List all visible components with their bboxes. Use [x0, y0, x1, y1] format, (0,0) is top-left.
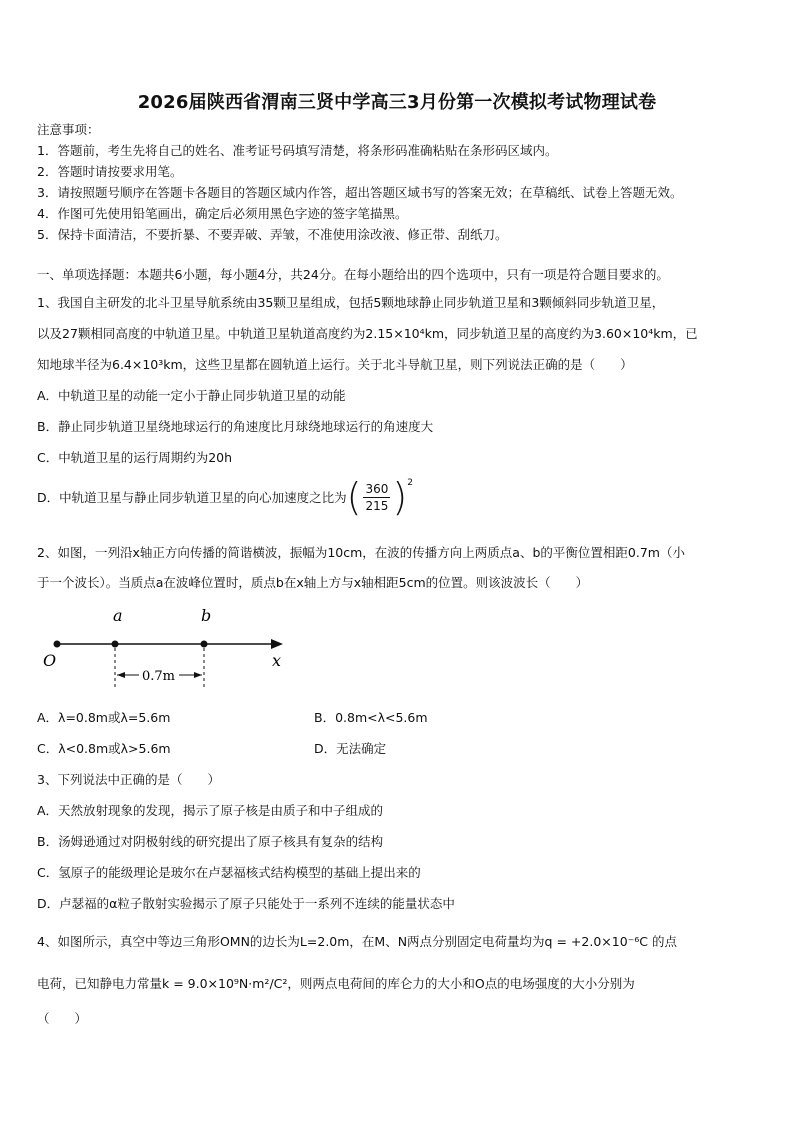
q1-stem-line1: 1、我国自主研发的北斗卫星导航系统由35颗卫星组成，包括5颗地球静止同步轨道卫星和3颗倾斜同步轨道卫星，	[37, 295, 665, 310]
q3-option-b: B．汤姆逊通过对阴极射线的研究提出了原子核具有复杂的结构	[37, 834, 384, 849]
q1-option-c: C．中轨道卫星的运行周期约为20h	[37, 450, 233, 465]
q2-option-c: C．λ<0.8m或λ>5.6m	[37, 741, 171, 756]
section-heading: 一、单项选择题：本题共6小题，每小题4分，共24分。在每小题给出的四个选项中，只有一项是符合题目要求的。	[37, 267, 669, 282]
notice-heading: 注意事项：	[37, 122, 100, 137]
q4-stem-line1: 4、如图所示，真空中等边三角形OMN的边长为L=2.0m，在M、N两点分别固定电荷量均为q = +2.0×10⁻⁶C 的点	[37, 934, 677, 949]
notice-item: 3．请按照题号顺序在答题卡各题目的答题区域内作答，超出答题区域书写的答案无效；在草稿纸、试卷上答题无效。	[37, 185, 683, 200]
open-paren: (	[346, 475, 362, 519]
dimension-label: 0.7m	[142, 669, 176, 684]
q1-option-d	[37, 475, 413, 519]
q1-stem-line2: 以及27颗相同高度的中轨道卫星。中轨道卫星轨道高度约为2.15×10⁴km，同步轨道卫星的高度约为3.60×10⁴km，已	[37, 326, 698, 341]
q3-option-a: A．天然放射现象的发现，揭示了原子核是由质子和中子组成的	[37, 803, 384, 818]
close-paren: )	[392, 475, 408, 519]
q3-option-d: D．卢瑟福的α粒子散射实验揭示了原子只能处于一系列不连续的能量状态中	[37, 896, 455, 911]
fraction	[363, 481, 390, 514]
q2-stem-line1: 2、如图，一列沿x轴正方向传播的简谐横波，振幅为10cm，在波的传播方向上两质点a、b的平衡位置相距0.7m（小	[37, 545, 685, 560]
q1-option-d-text: D．中轨道卫星与静止同步轨道卫星的向心加速度之比为	[37, 490, 347, 505]
page-title: 2026届陕西省渭南三贤中学高三3月份第一次模拟考试物理试卷	[137, 92, 657, 113]
notice-item: 1．答题前，考生先将自己的姓名、准考证号码填写清楚，将条形码准确粘贴在条形码区域内。	[37, 143, 558, 158]
fraction-denominator: 215	[365, 498, 389, 513]
q1-stem-line3: 知地球半径为6.4×10³km，这些卫星都在圆轨道上运行。关于北斗导航卫星，则下列说法正确的是（ ）	[37, 357, 633, 372]
point-a	[112, 641, 119, 648]
origin-point	[54, 641, 61, 648]
label-a: a	[113, 606, 123, 625]
q3-option-c: C．氢原子的能级理论是玻尔在卢瑟福核式结构模型的基础上提出来的	[37, 865, 421, 880]
dimension-arrow-right	[194, 672, 202, 678]
q4-stem-line2: 电荷，已知静电力常量k = 9.0×10⁹N·m²/C²，则两点电荷间的库仑力的大小和O点的电场强度的大小分别为	[37, 976, 635, 991]
notice-item: 4．作图可先使用铅笔画出，确定后必须用黑色字迹的签字笔描黑。	[37, 206, 408, 221]
q3-stem: 3、下列说法中正确的是（ ）	[37, 772, 220, 787]
label-origin: O	[43, 651, 57, 670]
q2-stem-line2: 于一个波长）。当质点a在波峰位置时，质点b在x轴上方与x轴相距5cm的位置。则该波波长（ ）	[37, 575, 589, 590]
exponent: 2	[407, 478, 413, 488]
notice-item: 2．答题时请按要求用笔。	[37, 164, 183, 179]
notice-item: 5．保持卡面清洁，不要折暴、不要弄破、弄皱，不准使用涂改液、修正带、刮纸刀。	[37, 227, 508, 242]
label-x: x	[272, 651, 282, 670]
q2-option-d: D．无法确定	[314, 741, 387, 756]
fraction-numerator: 360	[365, 481, 389, 496]
dimension-arrow-left	[117, 672, 125, 678]
wave-axis-diagram	[35, 600, 295, 695]
label-b: b	[201, 606, 212, 625]
q2-option-b: B．0.8m<λ<5.6m	[314, 710, 428, 725]
point-b	[201, 641, 208, 648]
q1-option-b: B．静止同步轨道卫星绕地球运行的角速度比月球绕地球运行的角速度大	[37, 419, 434, 434]
q4-stem-line3: （ ）	[37, 1011, 88, 1026]
q1-option-a: A．中轨道卫星的动能一定小于静止同步轨道卫星的动能	[37, 388, 346, 403]
q2-option-a: A．λ=0.8m或λ=5.6m	[37, 710, 171, 725]
axis-arrowhead	[271, 639, 283, 649]
